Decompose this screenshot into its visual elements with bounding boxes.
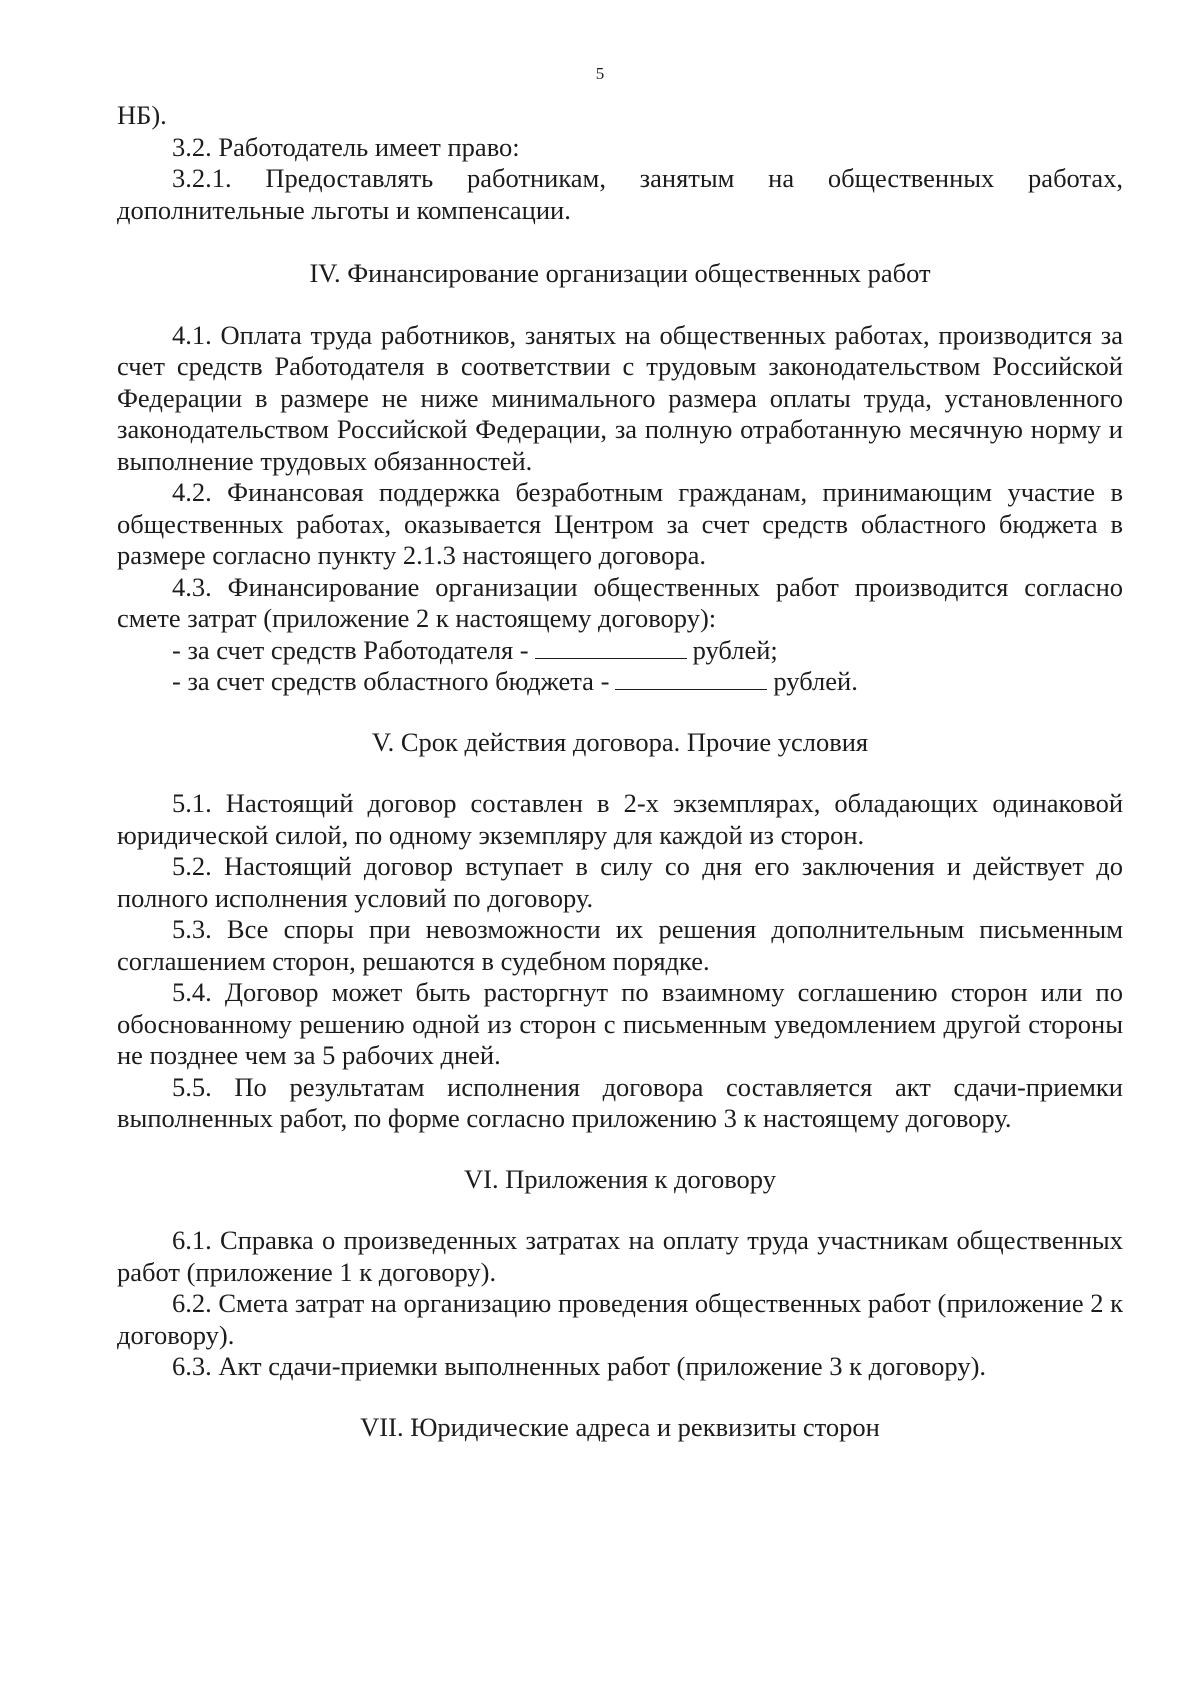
clause-6-2: 6.2. Смета затрат на организацию проведения общественных работ (приложение 2 к договору).: [117, 1288, 1123, 1350]
clause-5-2: 5.2. Настоящий договор вступает в силу со дня его заключения и действует до полного исполнения условий по договору.: [117, 851, 1123, 913]
section-heading-iv: IV. Финансирование организации общественных работ: [309, 258, 931, 288]
clause-4-3: 4.3. Финансирование организации общественных работ производится согласно смете затрат (приложение 2 к настоящему договору):: [117, 571, 1123, 633]
document-body: [117, 100, 1123, 1473]
funding-item-budget: [117, 666, 1123, 698]
section-heading-vi: VI. Приложения к договору: [464, 1163, 776, 1194]
funding-item-employer: [117, 635, 1123, 667]
section-heading-vii: VII. Юридические адреса и реквизиты сторон: [360, 1411, 880, 1442]
clause-6-1: 6.1. Справка о произведенных затратах на оплату труда участникам общественных работ (приложение 1 к договору).: [117, 1225, 1123, 1287]
clause-4-1: 4.1. Оплата труда работников, занятых на общественных работах, производится за счет средств Работодателя в соответствии с трудовым законодательством Российской Федерации в размере не ниже минимального размера оплаты труда, установленного законодательством Российской Федерации, за полную отработанную месячную норму и выполнение трудовых обязанностей.: [117, 319, 1123, 476]
amount-blank-employer: [535, 636, 687, 659]
clause-5-3: 5.3. Все споры при невозможности их решения дополнительным письменным соглашением сторон, решаются в судебном порядке.: [117, 914, 1123, 976]
continuation-text: НБ).: [117, 100, 167, 130]
funding-item-budget-label: - за счет средств областного бюджета -: [172, 666, 610, 696]
funding-item-budget-unit: рублей.: [773, 666, 858, 696]
clause-5-4: 5.4. Договор может быть расторгнут по взаимному соглашению сторон или по обоснованному решению одной из сторон с письменным уведомлением другой стороны не позднее чем за 5 рабочих дней.: [117, 977, 1123, 1070]
page-number: 5: [595, 64, 605, 83]
clause-6-3: 6.3. Акт сдачи-приемки выполненных работ (приложение 3 к договору).: [172, 1351, 987, 1381]
clause-3-2-1: 3.2.1. Предоставлять работникам, занятым на общественных работах, дополнительные льготы и компенсации.: [117, 163, 1123, 225]
clause-5-5: 5.5. По результатам исполнения договора составляется акт сдачи-приемки выполненных работ, по форме согласно приложению 3 к настоящему договору.: [117, 1071, 1123, 1133]
section-heading-v: V. Срок действия договора. Прочие условия: [371, 726, 869, 757]
clause-5-1: 5.1. Настоящий договор составлен в 2-х экземплярах, обладающих одинаковой юридической силой, по одному экземпляру для каждой из сторон.: [117, 788, 1123, 850]
funding-item-employer-label: - за счет средств Работодателя -: [172, 634, 529, 665]
amount-blank-budget: [615, 667, 767, 690]
funding-item-employer-unit: рублей;: [692, 634, 778, 665]
clause-4-2: 4.2. Финансовая поддержка безработным гражданам, принимающим участие в общественных работах, оказывается Центром за счет средств областного бюджета в размере согласно пункту 2.1.3 настоящего договора.: [117, 477, 1123, 570]
clause-3-2: 3.2. Работодатель имеет право:: [172, 131, 520, 162]
